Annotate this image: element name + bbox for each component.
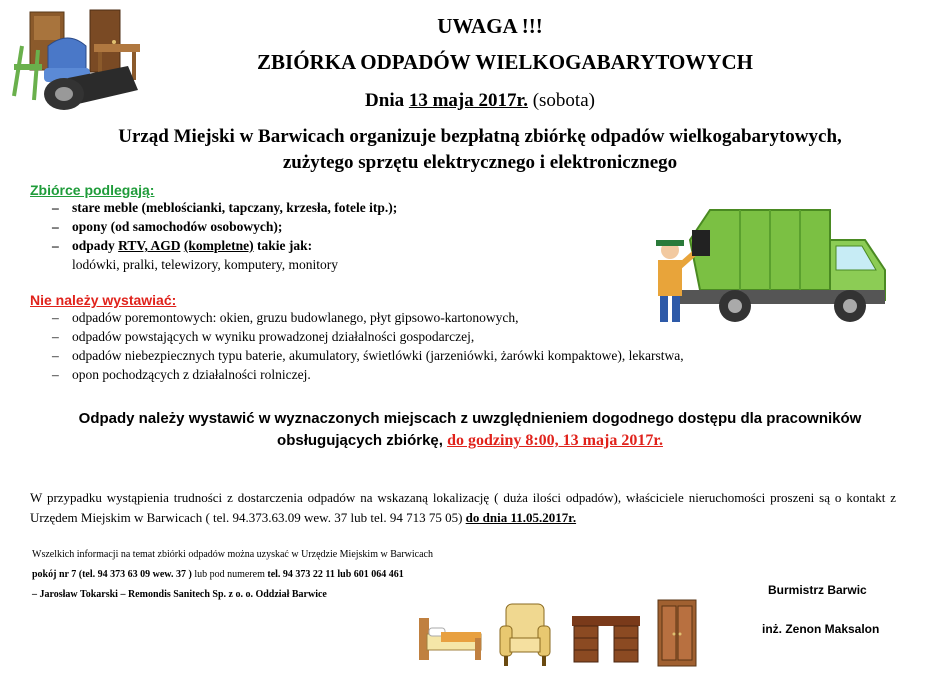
- signature-title: Burmistrz Barwic: [768, 583, 867, 597]
- allowed-item-3-rtv: RTV, AGD: [118, 238, 181, 253]
- event-date: [290, 90, 670, 112]
- allowed-item-3-prefix: odpady: [72, 238, 119, 253]
- allowed-item-1: – stare meble (meblościanki, tapczany, krzesła, fotele itp.);: [30, 198, 630, 217]
- intro-line-2: zużytego sprzętu elektrycznego i elektronicznego: [282, 152, 678, 173]
- info-mid: lub pod numerem: [191, 569, 268, 580]
- allowed-title: Zbiórce podlegają:: [30, 182, 155, 198]
- forbidden-item-1: – odpadów poremontowych: okien, gruzu budowlanego, płyt gipsowo-kartonowych,: [30, 308, 850, 327]
- allowed-section: [30, 182, 630, 274]
- allowed-item-3: [30, 236, 630, 255]
- date-weekday: (sobota): [532, 90, 595, 111]
- placement-note-line-2: [60, 430, 880, 452]
- info-room: pokój nr 7 (tel. 94 373 63 09 wew. 37 ): [32, 569, 192, 580]
- furniture-pile-icon: [8, 6, 148, 114]
- contact-text: W przypadku wystąpienia trudności z dostarczenia odpadów na wskazaną lokalizację ( duża ilości odpadów), właściciele nieruchomości proszeni są o kontakt z Urzędem Miejskim w Barwicach ( tel. 94.373.63.09 wew. 37 lub tel. 94 713 75 05): [30, 490, 896, 525]
- forbidden-title: Nie należy wystawiać:: [30, 292, 177, 308]
- forbidden-item-3: – odpadów niebezpiecznych typu baterie, akumulatory, świetlówki (jarzeniówki, żarówki kompaktowe), lekarstwa,: [30, 346, 850, 365]
- intro-text: [40, 124, 920, 176]
- placement-note-line-1: Odpady należy wystawić w wyznaczonych miejscach z uwzględnieniem dogodnego dostępu dla pracowników: [78, 410, 862, 427]
- allowed-item-2: – opony (od samochodów osobowych);: [30, 217, 630, 236]
- info-block: [32, 545, 522, 605]
- forbidden-item-4: – opon pochodzących z działalności rolniczej.: [30, 365, 850, 384]
- placement-note-text: obsługujących zbiórkę,: [277, 432, 443, 449]
- placement-deadline: do godziny 8:00, 13 maja 2017r.: [447, 432, 663, 449]
- desk-icon: [570, 610, 642, 668]
- page-title: ZBIÓRKA ODPADÓW WIELKOGABARYTOWYCH: [257, 50, 753, 74]
- info-phones: tel. 94 373 22 11 lub 601 064 461: [267, 569, 404, 580]
- intro-line-1: Urząd Miejski w Barwicach organizuje bezpłatną zbiórkę odpadów wielkogabarytowych,: [118, 126, 842, 147]
- date-value: 13 maja 2017r.: [408, 90, 528, 111]
- bed-icon: [415, 608, 485, 668]
- allowed-examples: lodówki, pralki, telewizory, komputery, monitory: [72, 257, 338, 272]
- contact-paragraph: [30, 488, 896, 528]
- alert-heading: UWAGA !!!: [437, 14, 543, 38]
- wardrobe-icon: [656, 598, 698, 670]
- forbidden-item-2: – odpadów powstających w wyniku prowadzonej działalności gospodarczej,: [30, 327, 850, 346]
- forbidden-section: [30, 292, 850, 384]
- info-line-3: – Jarosław Tokarski – Remondis Sanitech Sp. z o. o. Oddział Barwice: [32, 589, 327, 600]
- signature-name: inż. Zenon Maksalon: [762, 622, 880, 636]
- armchair-icon: [496, 600, 554, 670]
- date-prefix: Dnia: [365, 90, 405, 111]
- placement-note: [60, 408, 880, 452]
- contact-deadline: do dnia 11.05.2017r.: [465, 510, 577, 525]
- allowed-item-3-complete: (kompletne): [183, 238, 254, 253]
- info-line-2: [32, 565, 522, 585]
- allowed-item-3-suffix: takie jak:: [253, 238, 313, 253]
- info-line-1: Wszelkich informacji na temat zbiórki odpadów można uzyskać w Urzędzie Miejskim w Barwicach: [32, 549, 433, 560]
